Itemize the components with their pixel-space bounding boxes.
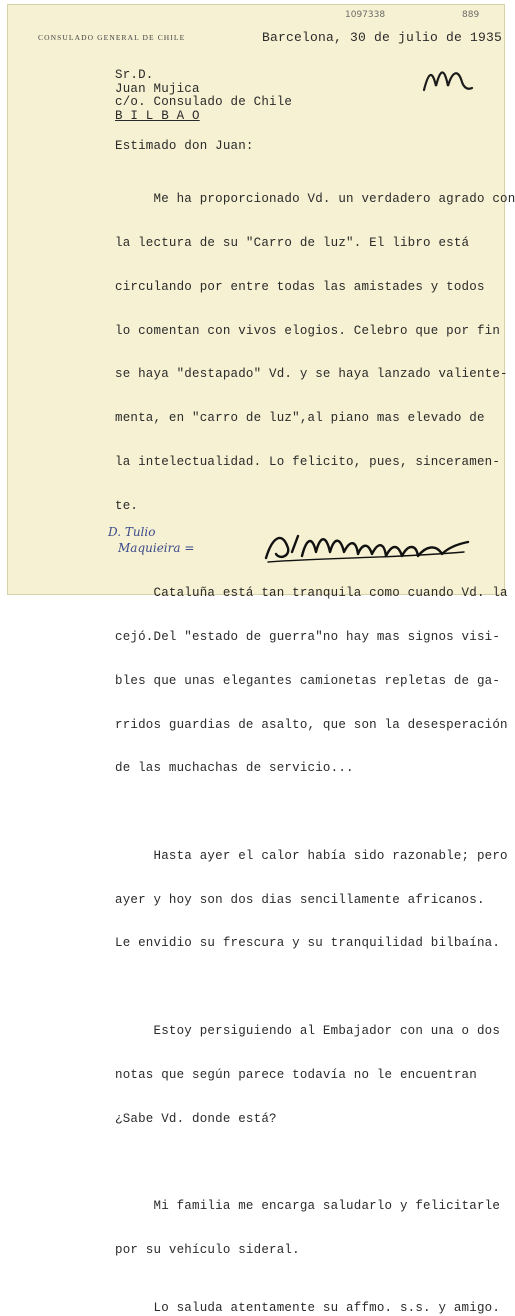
body-line: la intelectualidad. Lo felicito, pues, sinceramen- — [115, 454, 501, 469]
body-line: la lectura de su "Carro de luz". El libro está — [115, 235, 470, 250]
paragraph — [115, 557, 515, 805]
handwritten-note-line1: D. Tulio — [108, 525, 156, 539]
letter-date: Barcelona, 30 de julio de 1935 — [262, 30, 503, 45]
body-line: se haya "destapado" Vd. y se haya lanzado valiente- — [115, 367, 508, 382]
body-line: ¿Sabe Vd. donde está? — [115, 1111, 277, 1126]
body-line: notas que según parece todavía no le encuentran — [115, 1067, 477, 1082]
recipient-line: Sr.D. — [115, 68, 154, 82]
body-line: cejó.Del "estado de guerra"no hay mas signos visi- — [115, 630, 501, 644]
body-line: Estoy persiguiendo al Embajador con una o dos — [115, 1024, 501, 1039]
body-line: Hasta ayer el calor había sido razonable; pero — [115, 848, 508, 863]
body-line: Cataluña está tan tranquila como cuando Vd. la — [115, 586, 508, 601]
closing-line: Lo saluda atentamente su affmo. s.s. y amigo. — [115, 1301, 501, 1316]
salutation: Estimado don Juan: — [115, 139, 254, 153]
body-line: por su vehículo sideral. — [115, 1242, 300, 1257]
body-line: ayer y hoy son dos dias sencillamente africanos. — [115, 892, 485, 907]
body-line: te. — [115, 498, 139, 513]
handwritten-initial-mark — [418, 60, 478, 100]
body-line: menta, en "carro de luz",al piano mas elevado de — [115, 411, 485, 426]
handwritten-note-line2: Maquieira = — [118, 541, 195, 555]
body-line: Mi familia me encarga saludarlo y felicitarle — [115, 1199, 501, 1214]
paragraph — [115, 820, 515, 981]
paragraph — [115, 995, 515, 1156]
body-line: Le envidio su frescura y su tranquilidad bilbaína. — [115, 936, 501, 951]
body-line: lo comentan con vivos elogios. Celebro que por fin — [115, 323, 501, 338]
recipient-address: c/o. Consulado de Chile — [115, 95, 293, 109]
recipient-block — [115, 69, 292, 123]
body-line: Me ha proporcionado Vd. un verdadero agrado con — [115, 192, 515, 207]
archive-code: 1097338 — [345, 10, 386, 20]
paragraph — [115, 163, 515, 542]
body-line: de las muchachas de servicio... — [115, 761, 354, 776]
paragraph — [115, 1170, 515, 1287]
archive-page-number: 889 — [462, 10, 480, 20]
recipient-city: B I L B A O — [115, 108, 200, 123]
body-line: bles que unas elegantes camionetas repletas de ga- — [115, 673, 501, 688]
body-line: rridos guardias de asalto, que son la desesperación — [115, 717, 508, 732]
letter-body — [115, 163, 515, 1316]
signature — [258, 518, 478, 568]
letterhead: CONSULADO GENERAL DE CHILE — [38, 33, 186, 42]
body-line: circulando por entre todas las amistades y todos — [115, 279, 485, 294]
recipient-name: Juan Mujica — [115, 81, 200, 96]
